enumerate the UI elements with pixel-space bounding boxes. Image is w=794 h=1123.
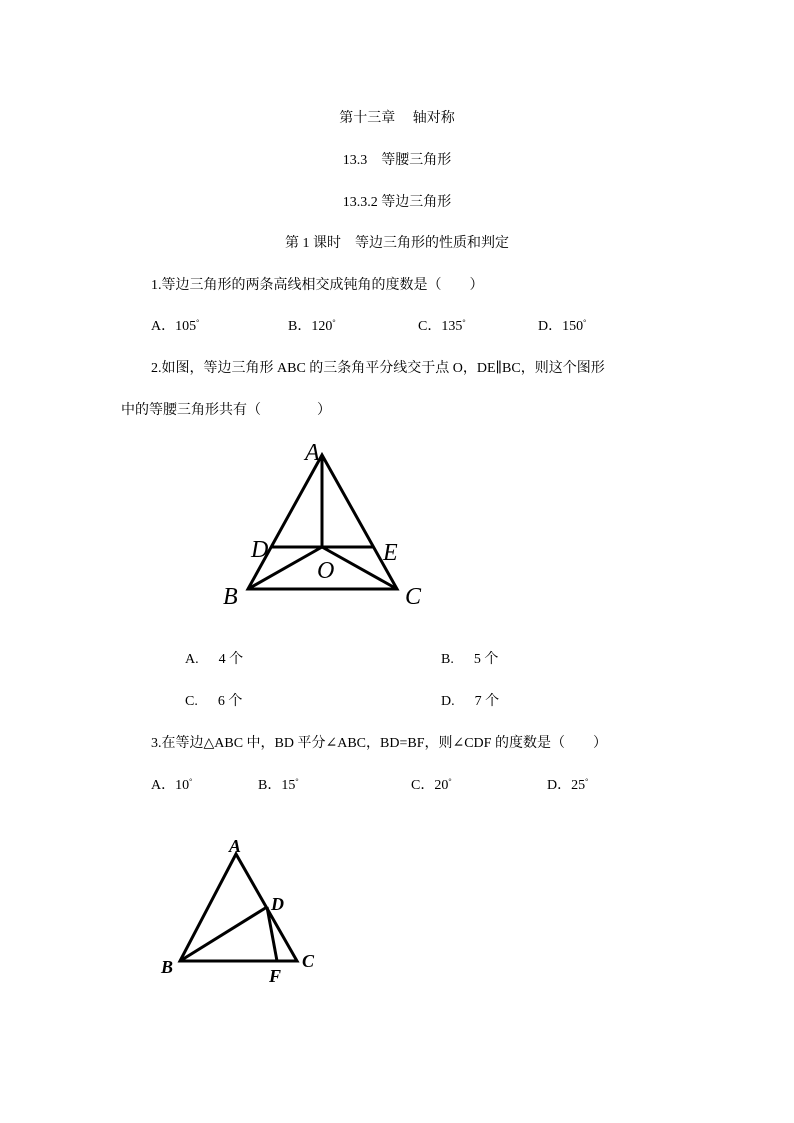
q3-label-b: B — [161, 957, 174, 977]
q1-option-d: D．150° — [538, 318, 587, 334]
q3-option-c: C．20° — [411, 777, 452, 793]
q1-stem: 1.等边三角形的两条高线相交成钝角的度数是（ ） — [151, 278, 484, 293]
section-title: 13.3 等腰三角形 — [342, 153, 452, 168]
q3-option-b: B．15° — [258, 777, 299, 793]
q3-option-a: A．10° — [151, 777, 193, 793]
q2-stem-line2: 中的等腰三角形共有（ ） — [121, 403, 331, 418]
q2-stem-line1: 2.如图，等边三角形 ABC 的三条角平分线交于点 O，DE∥BC，则这个图形 — [151, 361, 605, 376]
label-b: B — [223, 584, 238, 610]
q1-option-b: B．120° — [288, 318, 336, 334]
q3-option-d: D．25° — [547, 777, 589, 793]
label-e: E — [383, 540, 398, 566]
q2-option-c: C. 6 个 — [185, 694, 243, 709]
lesson-title: 第 1 课时 等边三角形的性质和判定 — [285, 236, 509, 251]
q3-label-d: D — [271, 894, 284, 914]
q2-option-a: A. 4 个 — [185, 652, 244, 667]
q3-label-c: C — [302, 951, 315, 971]
q1-option-c: C．135° — [418, 318, 466, 334]
chapter-title: 第十三章 轴对称 — [339, 111, 455, 126]
q2-option-b: B. 5 个 — [441, 652, 499, 667]
q3-label-f: F — [269, 966, 282, 986]
label-d: D — [251, 537, 269, 563]
label-c: C — [405, 584, 422, 610]
label-a: A — [305, 440, 320, 466]
q3-label-a: A — [229, 836, 242, 856]
label-o: O — [317, 558, 335, 584]
q2-option-d: D. 7 个 — [441, 694, 500, 709]
q1-option-a: A．105° — [151, 318, 200, 334]
q3-stem: 3.在等边△ABC 中，BD 平分∠ABC，BD=BF，则∠CDF 的度数是（ ） — [151, 736, 607, 751]
subsection-title: 13.3.2 等边三角形 — [342, 195, 452, 210]
